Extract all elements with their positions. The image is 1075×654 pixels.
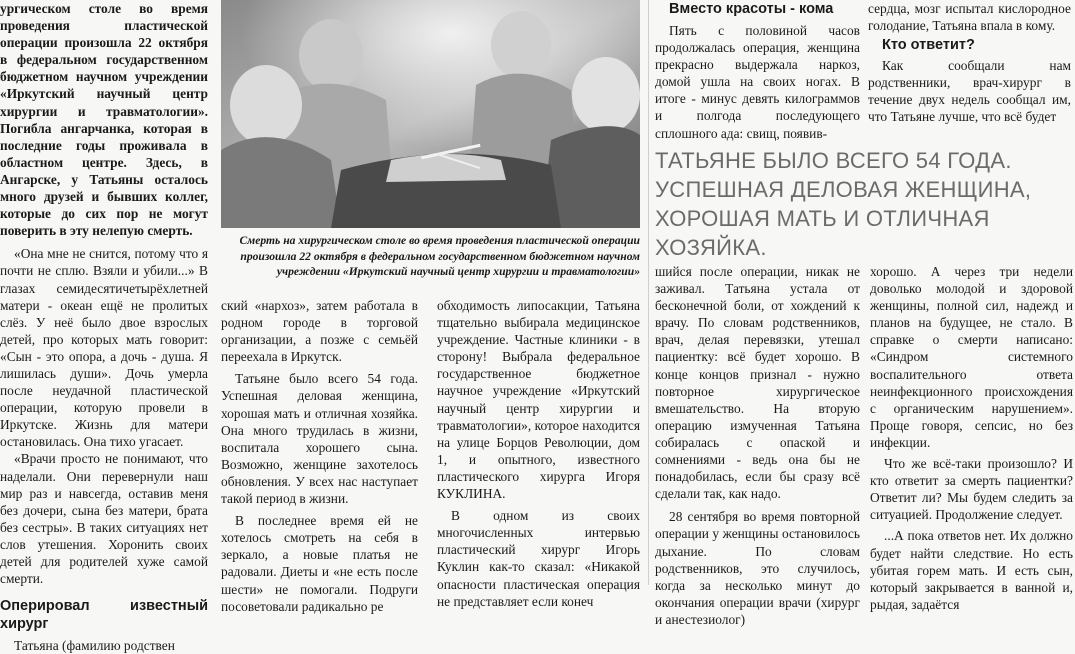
paragraph: Татьяне было всего 54 года. Успешная деловая женщина, хорошая мать и отличная хозяйка. Она много трудилась в жизни, воспитала хорошего сына. Возможно, женщине захотелось обновления. У всех нас наступает такой период в жизни.	[221, 371, 418, 507]
paragraph: ский «нархоз», затем работала в родном городе в торговой организации, а позже с семьёй переехала в Иркутск.	[221, 298, 418, 365]
column-2	[221, 297, 418, 614]
paragraph: «Врачи просто не понимают, что наделали. Они перевернули наш мир раз и навсегда, оставив меня без дочери, сына без матери, брата без сестры». В таких ситуациях нет слов утешения. Хоронить своих детей для родителей хуже самой смерти.	[0, 451, 208, 587]
paragraph: обходимость липосакции, Татьяна тщательно выбирала медицинское учреждение. Частные клиники - в сторону! Выбрала федеральное государственное бюджетное научное учреждение «Иркутский научный центр хирургии и травматологии», которое находится на улице Борцов Революции, дом 1, и опытного, известного пластического хирурга Игоря КУКЛИНА.	[437, 298, 640, 502]
paragraph: ...А пока ответов нет. Их должно будет найти следствие. Но есть убитая горем мать. И есть сын, который закрывается в ванной и, рыдая, задаётся	[870, 528, 1073, 612]
column-divider	[648, 0, 649, 585]
column-4-bottom	[655, 263, 860, 627]
paragraph: Пять с половиной часов продолжалась операция, женщина прекрасно выдержала наркоз, домой ушла на своих ногах. В итоге - минус девять килограммов и полгода последующего сплошного ада: свищ, появив-	[655, 23, 860, 141]
subheading-who-answers: Кто ответит?	[882, 37, 975, 54]
surgery-photo-image	[221, 0, 640, 228]
column-3	[437, 297, 640, 609]
paragraph: хорошо. А через три недели доволько молодой и здоровой женщины, полной сил, надежд и планов на будущее, не стало. В справке о смерти написано: «Синдром системного воспалительного ответа неинфекционного происхождения с органическим нарушением». Проще говоря, сепсис, но без инфекции.	[870, 264, 1073, 450]
column-1	[0, 0, 208, 654]
photo-caption: Смерть на хирургическом столе во время проведения пластической операции произошла 22 октября в федеральном государственном бюджетном научном учреждении «Иркутский научный центр хирургии и травматологии»	[239, 234, 640, 278]
paragraph: В одном из своих многочисленных интервью пластический хирург Игорь Куклин как-то сказал: «Никакой опасности пластическая операция не представляет если конеч	[437, 508, 640, 609]
paragraph: шийся после операции, никак не заживал. Татьяна устала от бесконечной боли, от хождений к врачу. По словам родственников, врач, делая перевязки, утешал пациентку: всё будет хорошо. В конце концов признал - нужно повторное хирургическое вмешательство. На вторую операцию измученная Татьяна собиралась с опаской и сомнениями - ведь она бы не понадобилась, если бы сразу всё сделали так, как надо.	[655, 264, 860, 502]
paragraph: В последнее время ей не хотелось смотреть на себя в зеркало, а новые платья не радовали. Диеты и «не есть после шести» не помогали. Подруги посоветовали радикально ре	[221, 513, 418, 614]
pull-quote: ТАТЬЯНЕ БЫЛО ВСЕГО 54 ГОДА. УСПЕШНАЯ ДЕЛОВАЯ ЖЕНЩИНА, ХОРОШАЯ МАТЬ И ОТЛИЧНАЯ ХОЗЯЙКА.	[655, 148, 1032, 260]
article-lead: ургическом столе во время проведения пластической операции произошла 22 октября в федеральном государственном бюджетном научном учреждении «Иркутский научный центр хирургии и травматологии». Погибла ангарчанка, которая в последние годы проживала в областном центре. Здесь, в Ангарске, у Татьяны осталось много друзей и бывших коллег, которые до сих пор не могут поверить в эту нелепую смерть.	[0, 1, 208, 239]
column-5-bottom	[870, 263, 1073, 612]
column-4-top	[655, 0, 860, 140]
column-5-top	[868, 0, 1071, 140]
paragraph: «Она мне не снится, потому что я почти не сплю. Взяли и убили...» В глазах семидесятичетырёхлетней матери - океан ещё не пролитых слёз. У неё было двое взрослых детей, про которых мать говорит: «Сын - это опора, а дочь - душа. Я лишилась души». Дочь умерла после неудачной пластической операции, которую провели в Иркутске. Жизнь для матери остановилась. Она тихо угасает.	[0, 246, 208, 450]
paragraph: 28 сентября во время повторной операции у женщины остановилось дыхание. По словам родственников, это случилось, когда за несколько минут до окончания операции врачи (хирург и анестезиолог)	[655, 509, 860, 627]
subheading-coma: Вместо красоты - кома	[669, 1, 834, 17]
paragraph: Как сообщали нам родственники, врач-хирург в течение двух недель сообщал им, что Татьяне лучше, что всё будет	[868, 58, 1071, 125]
surgery-photo	[221, 0, 640, 228]
paragraph: Что же всё-таки произошло? И кто ответит за смерть пациентки? Ответит ли? Мы будем следить за ситуацией. Продолжение следует.	[870, 456, 1073, 523]
paragraph: сердца, мозг испытал кислородное голодание, Татьяна впала в кому.	[868, 1, 1071, 34]
paragraph: Татьяна (фамилию родствен	[14, 638, 175, 654]
subheading-surgeon: Оперировал известный хирург	[0, 598, 208, 633]
